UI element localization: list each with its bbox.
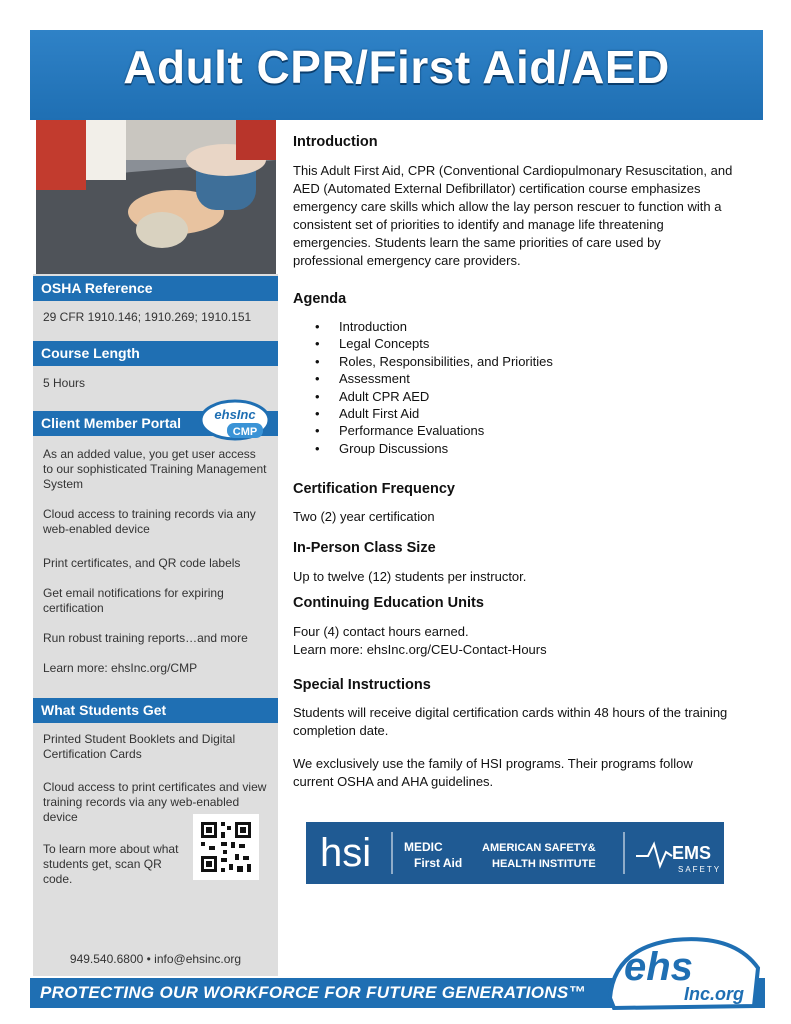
students-item: Cloud access to print certificates and view training records via any web-enabled device <box>43 780 267 824</box>
portal-item: Get email notifications for expiring certification <box>43 586 224 615</box>
contact-info: 949.540.6800 • info@ehsinc.org <box>69 952 242 966</box>
portal-item: As an added value, you get user access to our sophisticated Training Management System <box>43 447 267 491</box>
what-students-get-heading: What Students Get <box>33 698 278 723</box>
students-item: Printed Student Booklets and Digital Certification Cards <box>43 732 236 761</box>
asi-line-2: HEALTH INSTITUTE <box>492 858 596 870</box>
logo-main-text: ehs <box>624 945 693 989</box>
ceu-heading: Continuing Education Units <box>293 595 484 611</box>
special-instructions-text: Students will receive digital certification cards within 48 hours of the training completion date. <box>293 705 728 738</box>
hsi-partner-banner <box>306 822 724 884</box>
students-item: To learn more about what students get, scan QR code. <box>43 842 179 886</box>
special-instructions-heading: Special Instructions <box>293 677 431 693</box>
cmp-badge-bottom: CMP <box>232 426 258 438</box>
qr-code-icon[interactable] <box>193 814 259 880</box>
cmp-badge-top: ehsInc <box>214 407 256 422</box>
portal-item: Cloud access to training records via any web-enabled device <box>43 507 256 536</box>
footer-tagline: PROTECTING OUR WORKFORCE FOR FUTURE GENERATIONS™ <box>40 983 586 1002</box>
asi-line-1: AMERICAN SAFETY& <box>482 842 596 854</box>
ceu-text: Four (4) contact hours earned. <box>293 624 469 639</box>
cpr-training-photo <box>36 120 276 274</box>
certification-frequency-heading: Certification Frequency <box>293 481 455 497</box>
list-item: • Roles, Responsibilities, and Priorities <box>315 353 553 370</box>
osha-reference-heading: OSHA Reference <box>33 276 278 301</box>
agenda-heading: Agenda <box>293 291 347 307</box>
list-item: • Adult CPR AED <box>315 388 553 405</box>
hsi-logo: hsi <box>320 831 372 875</box>
special-instructions-text-2: We exclusively use the family of HSI programs. Their programs follow current OSHA and AHA guidelines. <box>293 756 693 789</box>
first-aid-label: First Aid <box>414 856 463 870</box>
portal-item: Learn more: ehsInc.org/CMP <box>43 661 198 675</box>
list-item: • Adult First Aid <box>315 405 553 422</box>
portal-item: Print certificates, and QR code labels <box>43 556 241 570</box>
osha-reference-text: 29 CFR 1910.146; 1910.269; 1910.151 <box>43 310 252 324</box>
agenda-list <box>315 318 553 457</box>
cmp-badge-icon <box>199 399 271 441</box>
list-item: • Legal Concepts <box>315 335 553 352</box>
course-length-text: 5 Hours <box>43 376 86 390</box>
introduction-text: This Adult First Aid, CPR (Conventional Cardiopulmonary Resuscitation, and AED (Automated External Defibrillator) certification course emphasizes emergency care skills which allow the lay person rescuer to function with a consistent set of priorities to identify and manage life threatening emergencies. Students learn the same priorities of care used by professional emergency care providers. <box>293 163 733 268</box>
class-size-text: Up to twelve (12) students per instructor. <box>293 569 527 584</box>
certification-frequency-text: Two (2) year certification <box>293 509 435 524</box>
sidebar <box>33 274 278 976</box>
list-item: • Assessment <box>315 370 553 387</box>
introduction-heading: Introduction <box>293 134 378 150</box>
list-item: • Performance Evaluations <box>315 422 553 439</box>
logo-sub-text: Inc.org <box>684 984 745 1004</box>
ems-safety-label: SAFETY <box>678 865 722 874</box>
ehs-inc-logo <box>604 928 764 1012</box>
page-title: Adult CPR/First Aid/AED <box>123 41 670 93</box>
ceu-link: Learn more: ehsInc.org/CEU-Contact-Hours <box>293 642 547 657</box>
list-item: • Group Discussions <box>315 440 553 457</box>
medic-label: MEDIC <box>404 840 443 854</box>
class-size-heading: In-Person Class Size <box>293 540 436 556</box>
ems-label: EMS <box>672 843 712 863</box>
course-length-heading: Course Length <box>33 341 278 366</box>
client-portal-heading: Client Member Portal <box>33 411 278 436</box>
title-banner <box>30 30 763 120</box>
portal-item: Run robust training reports…and more <box>43 631 248 645</box>
list-item: • Introduction <box>315 318 553 335</box>
